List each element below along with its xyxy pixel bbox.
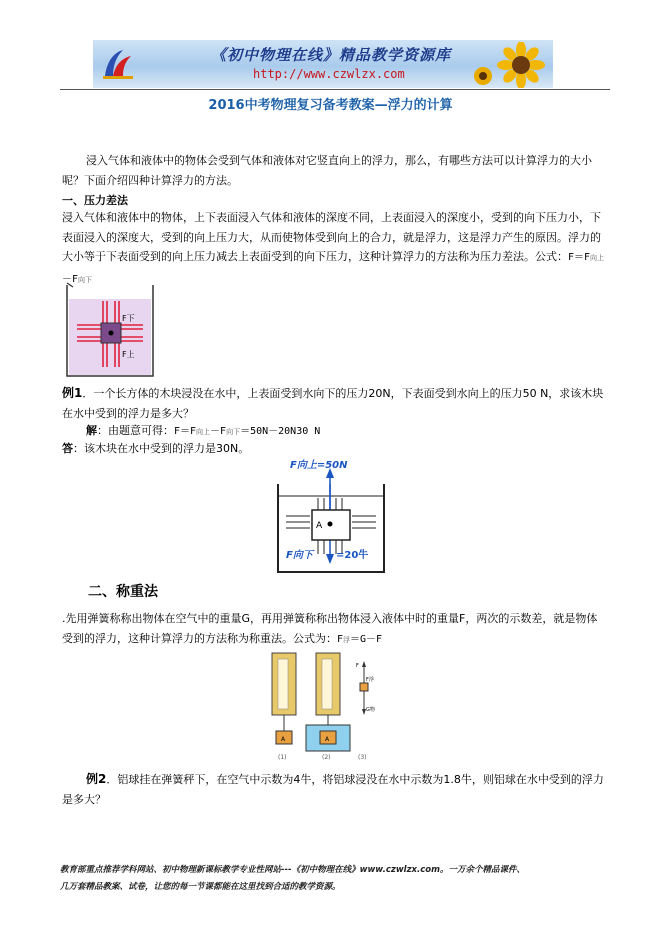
beaker-figure: [65, 281, 155, 378]
fig2-label-bottom: F向下: [286, 550, 313, 561]
formula1: F＝F向上－F向下: [62, 252, 605, 285]
section2-heading: 二、称重法: [88, 584, 158, 600]
spring-scale-figure: [268, 651, 378, 763]
svg-text:G物: G物: [366, 707, 375, 713]
formula2: F浮＝G－F: [337, 633, 383, 645]
footer: [60, 862, 620, 896]
example1-label: 例1: [62, 386, 83, 400]
example2-label: 例2: [86, 772, 107, 786]
example1: [62, 384, 607, 423]
example2: [62, 770, 607, 809]
svg-text:A: A: [325, 736, 330, 743]
section2-body: [62, 609, 607, 650]
example2-text: ．铝球挂在弹簧秤下，在空气中示数为4牛，将铝球浸没在水中示数为1.8牛，则铝球在水中受到的浮力是多大？: [62, 773, 604, 806]
footer-line-1: 教育部重点推荐学科网站、初中物理新课标教学专业性网站---《初中物理在线》www.czwlzx.com。一万余个精品课件、: [60, 865, 525, 875]
sunflower-image: [469, 42, 549, 88]
header-banner: [93, 40, 553, 88]
scale-2: [306, 653, 350, 751]
caption-2: (2): [322, 754, 331, 761]
fig1-label-down: F下: [122, 314, 135, 323]
header-rule: [60, 89, 610, 90]
banner-title: 《初中物理在线》精品教学资源库: [211, 46, 452, 64]
force-figure: [276, 454, 386, 574]
caption-1: (1): [278, 754, 287, 761]
svg-text:F浮: F浮: [366, 677, 374, 683]
section2-text: .先用弹簧称称出物体在空气中的重量G，再用弹簧称称出物体浸入液体中时的重量F，两次的示数差，就是物体受到的浮力，这种计算浮力的方法称为称重法。公式为：: [62, 612, 598, 645]
site-logo-icon: [101, 46, 135, 82]
caption-3: (3): [358, 754, 367, 761]
solution1-label: 解: [86, 424, 97, 437]
footer-line-2: 几万套精品教案、试卷，让您的每一节课都能在这里找到合适的教学资源。: [60, 882, 341, 892]
fig2-label-bottom-value: =20牛: [336, 550, 369, 561]
section1-body: [62, 208, 607, 290]
document-title: 2016中考物理复习备考教案—浮力的计算: [208, 98, 453, 113]
svg-text:A: A: [281, 736, 286, 743]
section1-heading: 一、压力差法: [62, 194, 128, 207]
solution1: 解：由题意可得：F＝F向上－F向下＝50N－20N30 N: [86, 424, 321, 437]
force-diagram: [356, 661, 375, 715]
answer1: 答：该木块在水中受到的浮力是30N。: [62, 442, 250, 455]
fig2-label-top: F向上=50N: [290, 460, 348, 471]
fig2-block-label: A: [316, 521, 323, 531]
banner-url: http://www.czwlzx.com: [253, 67, 405, 81]
answer1-label: 答: [62, 442, 73, 455]
fig1-label-up: F上: [122, 350, 135, 359]
svg-text:F: F: [356, 663, 359, 669]
section1-text: 浸入气体和液体中的物体，上下表面浸入气体和液体的深度不同，上表面浸入的深度小，受到的向下压力小，下表面浸入的深度大，受到的向上压力大，从而使物体受到向上的合力，就是浮力，这是浮力产生的原因。浮力的大小等于下表面受到的向上压力减去上表面受到的向下压力，这种计算浮力的方法称为压力差法。公式：: [62, 211, 601, 263]
example1-text: ．一个长方体的木块浸没在水中，上表面受到水向下的压力20N，下表面受到水向上的压力50 N，求该木块在水中受到的浮力是多大？: [62, 387, 604, 420]
scale-1: [272, 653, 296, 744]
solution1-formula: F＝F向上－F向下＝50N－20N30 N: [174, 426, 321, 437]
intro-paragraph: 浸入气体和液体中的物体会受到气体和液体对它竖直向上的浮力，那么，有哪些方法可以计算浮力的大小呢？下面介绍四种计算浮力的方法。: [62, 154, 592, 187]
